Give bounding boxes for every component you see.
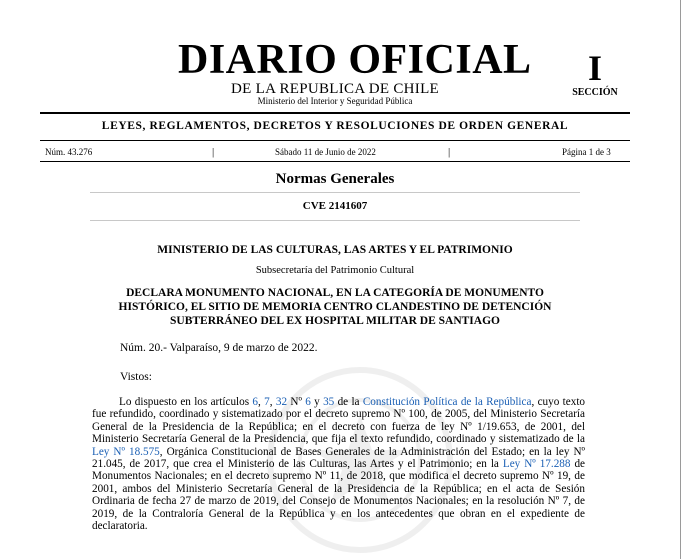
- body-text: Lo dispuesto en los artículos: [119, 396, 253, 408]
- header-rule-bottom: [40, 140, 630, 141]
- body-paragraph: [92, 396, 585, 532]
- issue-separator: |: [448, 146, 451, 158]
- header-band: LEYES, REGLAMENTOS, DECRETOS Y RESOLUCIONES DE ORDEN GENERAL: [101, 120, 569, 132]
- section-number: I: [587, 48, 602, 88]
- link-numeral-6[interactable]: 6: [305, 396, 311, 408]
- issue-page: Página 1 de 3: [562, 147, 611, 157]
- masthead-title: DIARIO OFICIAL: [178, 37, 532, 83]
- issue-rule: [40, 161, 630, 162]
- category-rule: [90, 192, 580, 193]
- section-label: SECCIÓN: [572, 87, 618, 98]
- cve-rule: [90, 220, 580, 221]
- link-article-6[interactable]: 6: [252, 396, 259, 408]
- viewer-margin: [681, 0, 688, 559]
- issue-number: Núm. 43.276: [45, 147, 93, 157]
- header-rule-top: [40, 112, 630, 114]
- body-text: , Orgánica Constitucional de Bases Generales de la Administración del Estado; en la ley Nº 21.045, de 2017, que crea el Ministerio de las Culturas, las Artes y el Patrimonio; en la: [92, 445, 585, 471]
- body-text: y: [310, 396, 324, 408]
- subsecretaria: Subsecretaría del Patrimonio Cultural: [255, 265, 415, 276]
- body-text: ,: [258, 396, 265, 408]
- link-ley-18575[interactable]: Ley Nº 18.575: [92, 445, 160, 458]
- body-text: ,: [269, 396, 276, 408]
- cve-code: CVE 2141607: [302, 200, 368, 212]
- decree-title: DECLARA MONUMENTO NACIONAL, EN LA CATEGORÍA DE MONUMENTO HISTÓRICO, EL SITIO DE MEMORIA CENTRO CLANDESTINO DE DETENCIÓN SUBTERRÁNEO DEL EX HOSPITAL MILITAR DE SANTIAGO: [118, 287, 552, 327]
- vistos-label: Vistos:: [120, 371, 152, 383]
- link-constitucion[interactable]: Constitución Política de la República: [362, 396, 532, 408]
- masthead: [178, 37, 532, 107]
- decree-number: Núm. 20.- Valparaíso, 9 de marzo de 2022.: [120, 342, 318, 354]
- ministry-heading: MINISTERIO DE LAS CULTURAS, LAS ARTES Y EL PATRIMONIO: [157, 244, 513, 256]
- body-text: de la: [334, 396, 363, 408]
- link-ley-17288[interactable]: Ley Nº 17.288: [502, 458, 571, 471]
- masthead-ministry: Ministerio del Interior y Seguridad Pública: [257, 96, 413, 106]
- body-text: de Monumentos Nacionales; en el decreto supremo Nº 11, de 2018, que modifica el decreto supremo Nº 19, de 2001, ambos del Ministerio Secretaría General de la Presidencia de la República; en el acta de Sesión Ordinaria de fecha 27 de marzo de 2019, del Consejo de Monumentos Nacionales; en la resolución Nº 7, de 2019, de la Contraloría General de la República y en los antecedentes que obran en el expediente de declaratoria.: [92, 458, 585, 533]
- masthead-subtitle: DE LA REPUBLICA DE CHILE: [230, 81, 440, 97]
- link-article-35[interactable]: 35: [323, 396, 335, 408]
- category-heading: Normas Generales: [275, 171, 395, 187]
- body-text: Nº: [287, 396, 306, 408]
- link-article-32[interactable]: 32: [275, 396, 288, 408]
- body-text: , cuyo texto fue refundido, coordinado y sistematizado por el decreto supremo Nº 100, de 2005, del Ministerio Secretaría General de la Presidencia de la República; en el decreto con fuerza de ley Nº 1/19.653, de 2001, del Ministerio Secretaría General de la Presidencia, que fija el texto refundido, coordinado y sistematizado de la: [92, 396, 586, 446]
- issue-separator: |: [212, 146, 215, 158]
- issue-date: Sábado 11 de Junio de 2022: [275, 147, 376, 157]
- link-article-7[interactable]: 7: [264, 396, 270, 408]
